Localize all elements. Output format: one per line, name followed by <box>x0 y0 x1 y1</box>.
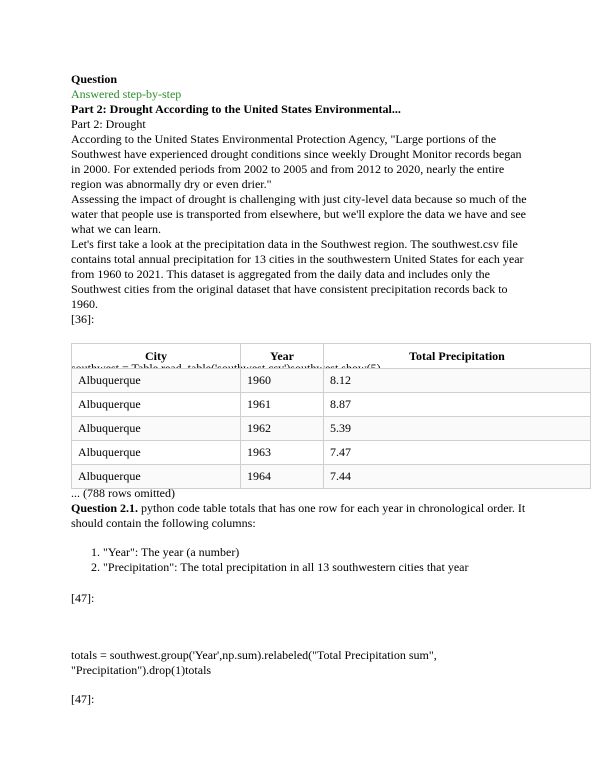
table-cell: Albuquerque <box>72 441 241 465</box>
column-header-city: City <box>72 344 241 369</box>
table-row <box>72 417 591 441</box>
part-label: Part 2: Drought <box>71 117 146 131</box>
question-2-1-text <box>71 501 546 531</box>
part-title: Part 2: Drought According to the United States Environmental... <box>71 102 401 116</box>
table-cell: Albuquerque <box>72 369 241 393</box>
document-body <box>71 72 531 389</box>
table-cell: 1960 <box>241 369 324 393</box>
table-cell: Albuquerque <box>72 465 241 489</box>
rows-omitted-note: ... (788 rows omitted) <box>71 486 175 500</box>
question-label: Question <box>71 72 118 86</box>
table-row <box>72 369 591 393</box>
column-list <box>71 545 546 575</box>
table-cell: Albuquerque <box>72 417 241 441</box>
table-cell: Albuquerque <box>72 393 241 417</box>
table-cell: 1961 <box>241 393 324 417</box>
code-line: totals = southwest.group('Year',np.sum).relabeled("Total Precipitation sum", "Precipitation").drop(1)totals <box>71 648 437 677</box>
answered-label: Answered step-by-step <box>71 87 182 101</box>
table-cell: 7.47 <box>324 441 591 465</box>
table-row <box>72 465 591 489</box>
table-cell: 7.44 <box>324 465 591 489</box>
table-row <box>72 441 591 465</box>
list-item: 1. "Year": The year (a number) <box>103 545 546 560</box>
list-item: 2. "Precipitation": The total precipitation in all 13 southwestern cities that year <box>103 560 546 575</box>
question-2-1-label: Question 2.1. <box>71 501 139 515</box>
cell-label: [47]: <box>71 692 95 706</box>
table-cell: 5.39 <box>324 417 591 441</box>
column-header-total-precipitation: Total Precipitation <box>324 344 591 369</box>
paragraph-southwest-data: Let's first take a look at the precipitation data in the Southwest region. The southwest.csv file contains total annual precipitation for 13 cities in the southwestern United States for each year from 1960 to 2021. This dataset is aggregated from the daily data and includes only the Southwest cities from the original dataset that have consistent precipitation records back to 1960. <box>71 237 524 311</box>
table-cell: 8.12 <box>324 369 591 393</box>
table-cell: 1963 <box>241 441 324 465</box>
cell-label: [36]: <box>71 312 95 326</box>
paragraph-assessing: Assessing the impact of drought is challenging with just city-level data because so much of the water that people use is transported from elsewhere, but we'll explore the data we have and see what we can learn. <box>71 192 527 236</box>
paragraph-epa-quote: According to the United States Environmental Protection Agency, "Large portions of the Southwest have experienced drought conditions since weekly Drought Monitor records began in 2000. For extended periods from 2002 to 2005 and from 2012 to 2020, nearly the entire region was abnormally dry or even drier." <box>71 132 522 191</box>
table-header-row <box>72 344 591 369</box>
table-cell: 1964 <box>241 465 324 489</box>
table-row <box>72 393 591 417</box>
southwest-table <box>71 343 591 489</box>
question-section <box>71 486 546 707</box>
table-cell: 8.87 <box>324 393 591 417</box>
table-cell: 1962 <box>241 417 324 441</box>
question-2-1-body: python code table totals that has one row for each year in chronological order. It should contain the following columns: <box>71 501 526 530</box>
column-header-year: Year <box>241 344 324 369</box>
cell-label: [47]: <box>71 591 95 605</box>
